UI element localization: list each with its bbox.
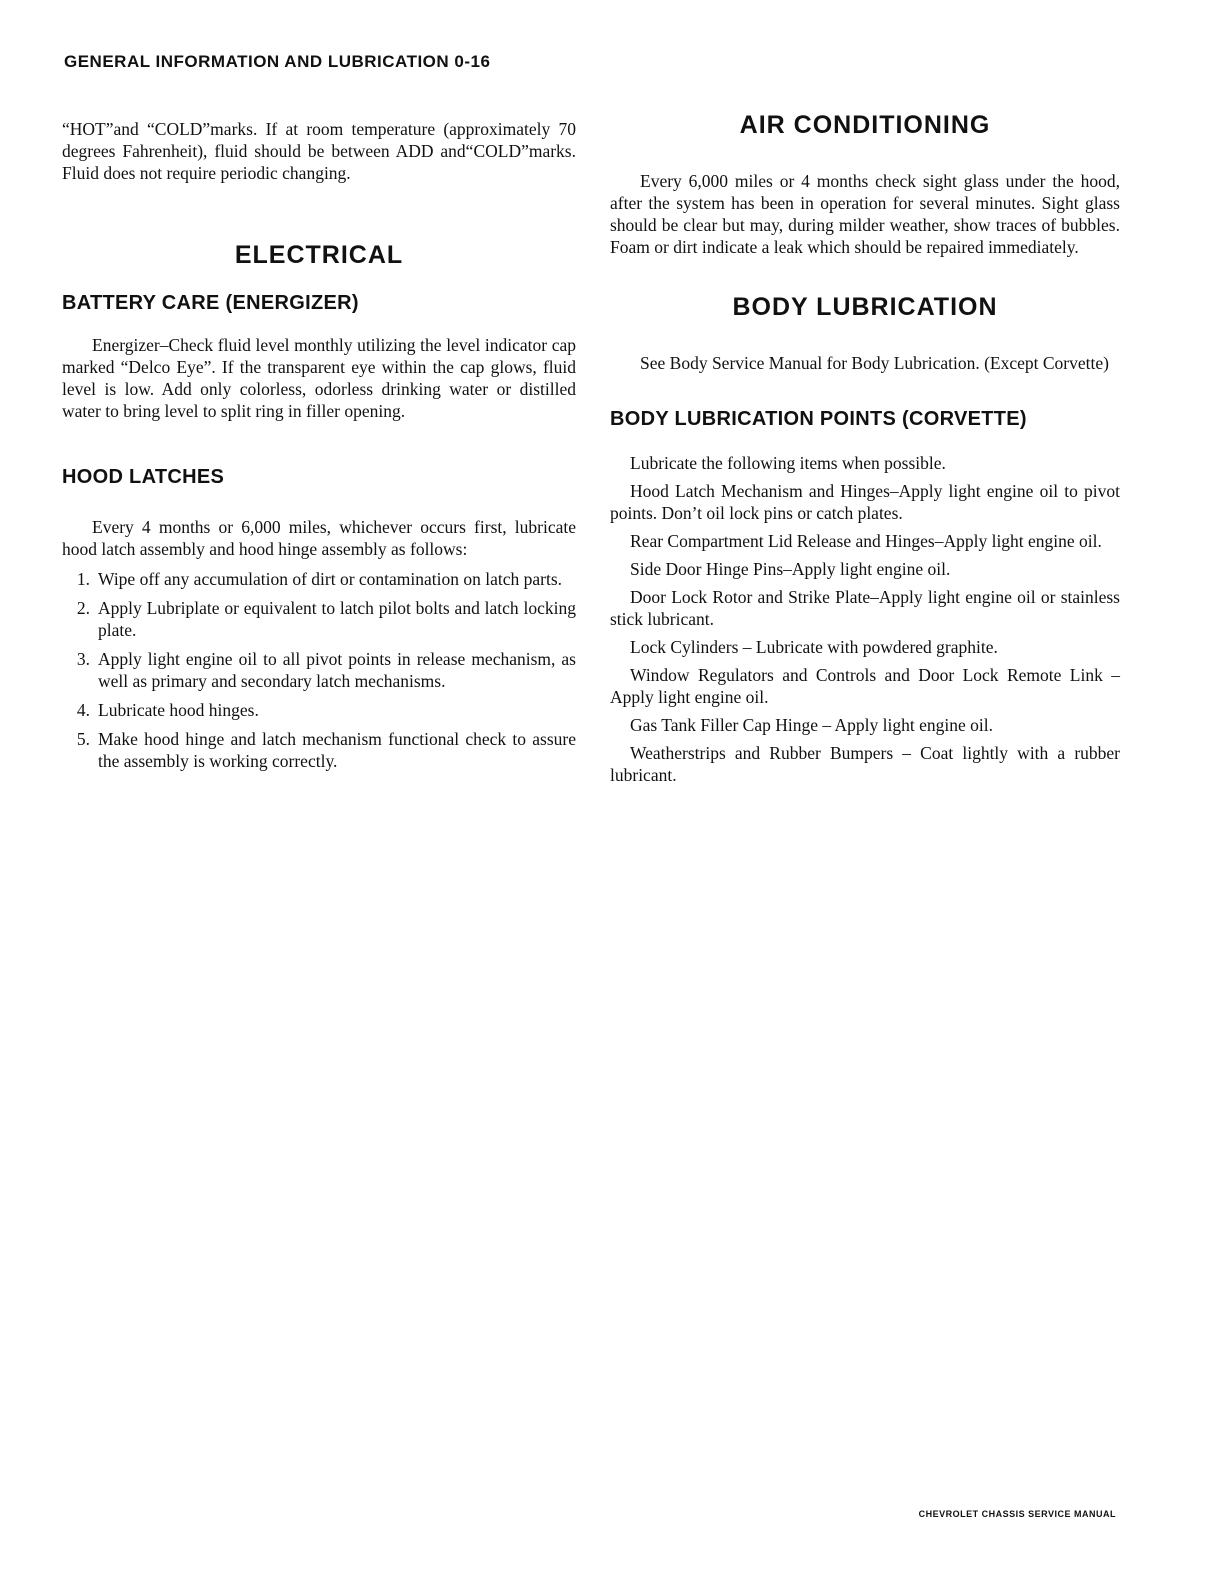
step-number: 1. [76,569,90,589]
footer-manual-title: CHEVROLET CHASSIS SERVICE MANUAL [918,1509,1116,1519]
page-header: GENERAL INFORMATION AND LUBRICATION 0-16 [64,52,491,71]
hood-latches-paragraph: Every 4 months or 6,000 miles, whichever occurs first, lubricate hood latch assembly and hood hinge assembly as follows: [62,517,576,559]
list-item [62,597,576,641]
list-item [62,648,576,692]
step-number: 3. [76,649,90,669]
list-item: Lubricate the following items when possible. [630,453,946,473]
list-item: Rear Compartment Lid Release and Hinges–Apply light engine oil. [630,531,1102,551]
electrical-heading: ELECTRICAL [234,241,404,269]
lubrication-points-list [610,452,1120,786]
body-lubrication-heading: BODY LUBRICATION [732,293,998,321]
step-text: Apply Lubriplate or equivalent to latch pilot bolts and latch locking plate. [98,598,576,640]
battery-care-paragraph: Energizer–Check fluid level monthly utilizing the level indicator cap marked “Delco Eye”. If the transparent eye within the cap glows, fluid level is low. Add only colorless, odorless drinking water or distilled water to bring level to split ring in filler opening. [62,335,576,421]
step-number: 4. [76,700,90,720]
list-item: Hood Latch Mechanism and Hinges–Apply light engine oil to pivot points. Don’t oil lock pins or catch plates. [610,481,1120,523]
list-item [62,699,576,721]
step-text: Wipe off any accumulation of dirt or contamination on latch parts. [98,569,563,589]
step-number: 2. [76,598,90,618]
left-column [62,118,576,779]
step-text: Apply light engine oil to all pivot points in release mechanism, as well as primary and secondary latch mechanisms. [98,649,576,691]
list-item: Door Lock Rotor and Strike Plate–Apply light engine oil or stainless stick lubricant. [610,587,1120,629]
step-text: Make hood hinge and latch mechanism functional check to assure the assembly is working correctly. [98,729,576,771]
right-column [610,111,1120,792]
battery-care-heading: BATTERY CARE (ENERGIZER) [62,292,359,314]
list-item: Window Regulators and Controls and Door Lock Remote Link – Apply light engine oil. [610,665,1120,707]
step-number: 5. [76,729,90,749]
air-conditioning-paragraph: Every 6,000 miles or 4 months check sight glass under the hood, after the system has been in operation for several minutes. Sight glass should be clear but may, during milder weather, show traces of bubbles. Foam or dirt indicate a leak which should be repaired immediately. [610,171,1120,257]
list-item: Weatherstrips and Rubber Bumpers – Coat lightly with a rubber lubricant. [610,743,1120,785]
intro-paragraph: “HOT”and “COLD”marks. If at room temperature (approximately 70 degrees Fahrenheit), fluid should be between ADD and“COLD”marks. Fluid does not require periodic changing. [62,119,576,183]
list-item: Side Door Hinge Pins–Apply light engine oil. [630,559,951,579]
air-conditioning-heading: AIR CONDITIONING [739,111,991,139]
step-text: Lubricate hood hinges. [98,700,259,720]
list-item: Gas Tank Filler Cap Hinge – Apply light engine oil. [630,715,993,735]
hood-latch-steps [62,568,576,772]
body-lubrication-paragraph: See Body Service Manual for Body Lubrication. (Except Corvette) [640,353,1109,373]
body-lubrication-points-heading: BODY LUBRICATION POINTS (CORVETTE) [610,408,1027,430]
list-item: Lock Cylinders – Lubricate with powdered graphite. [630,637,998,657]
list-item [62,728,576,772]
list-item [62,568,576,590]
hood-latches-heading: HOOD LATCHES [62,466,225,488]
